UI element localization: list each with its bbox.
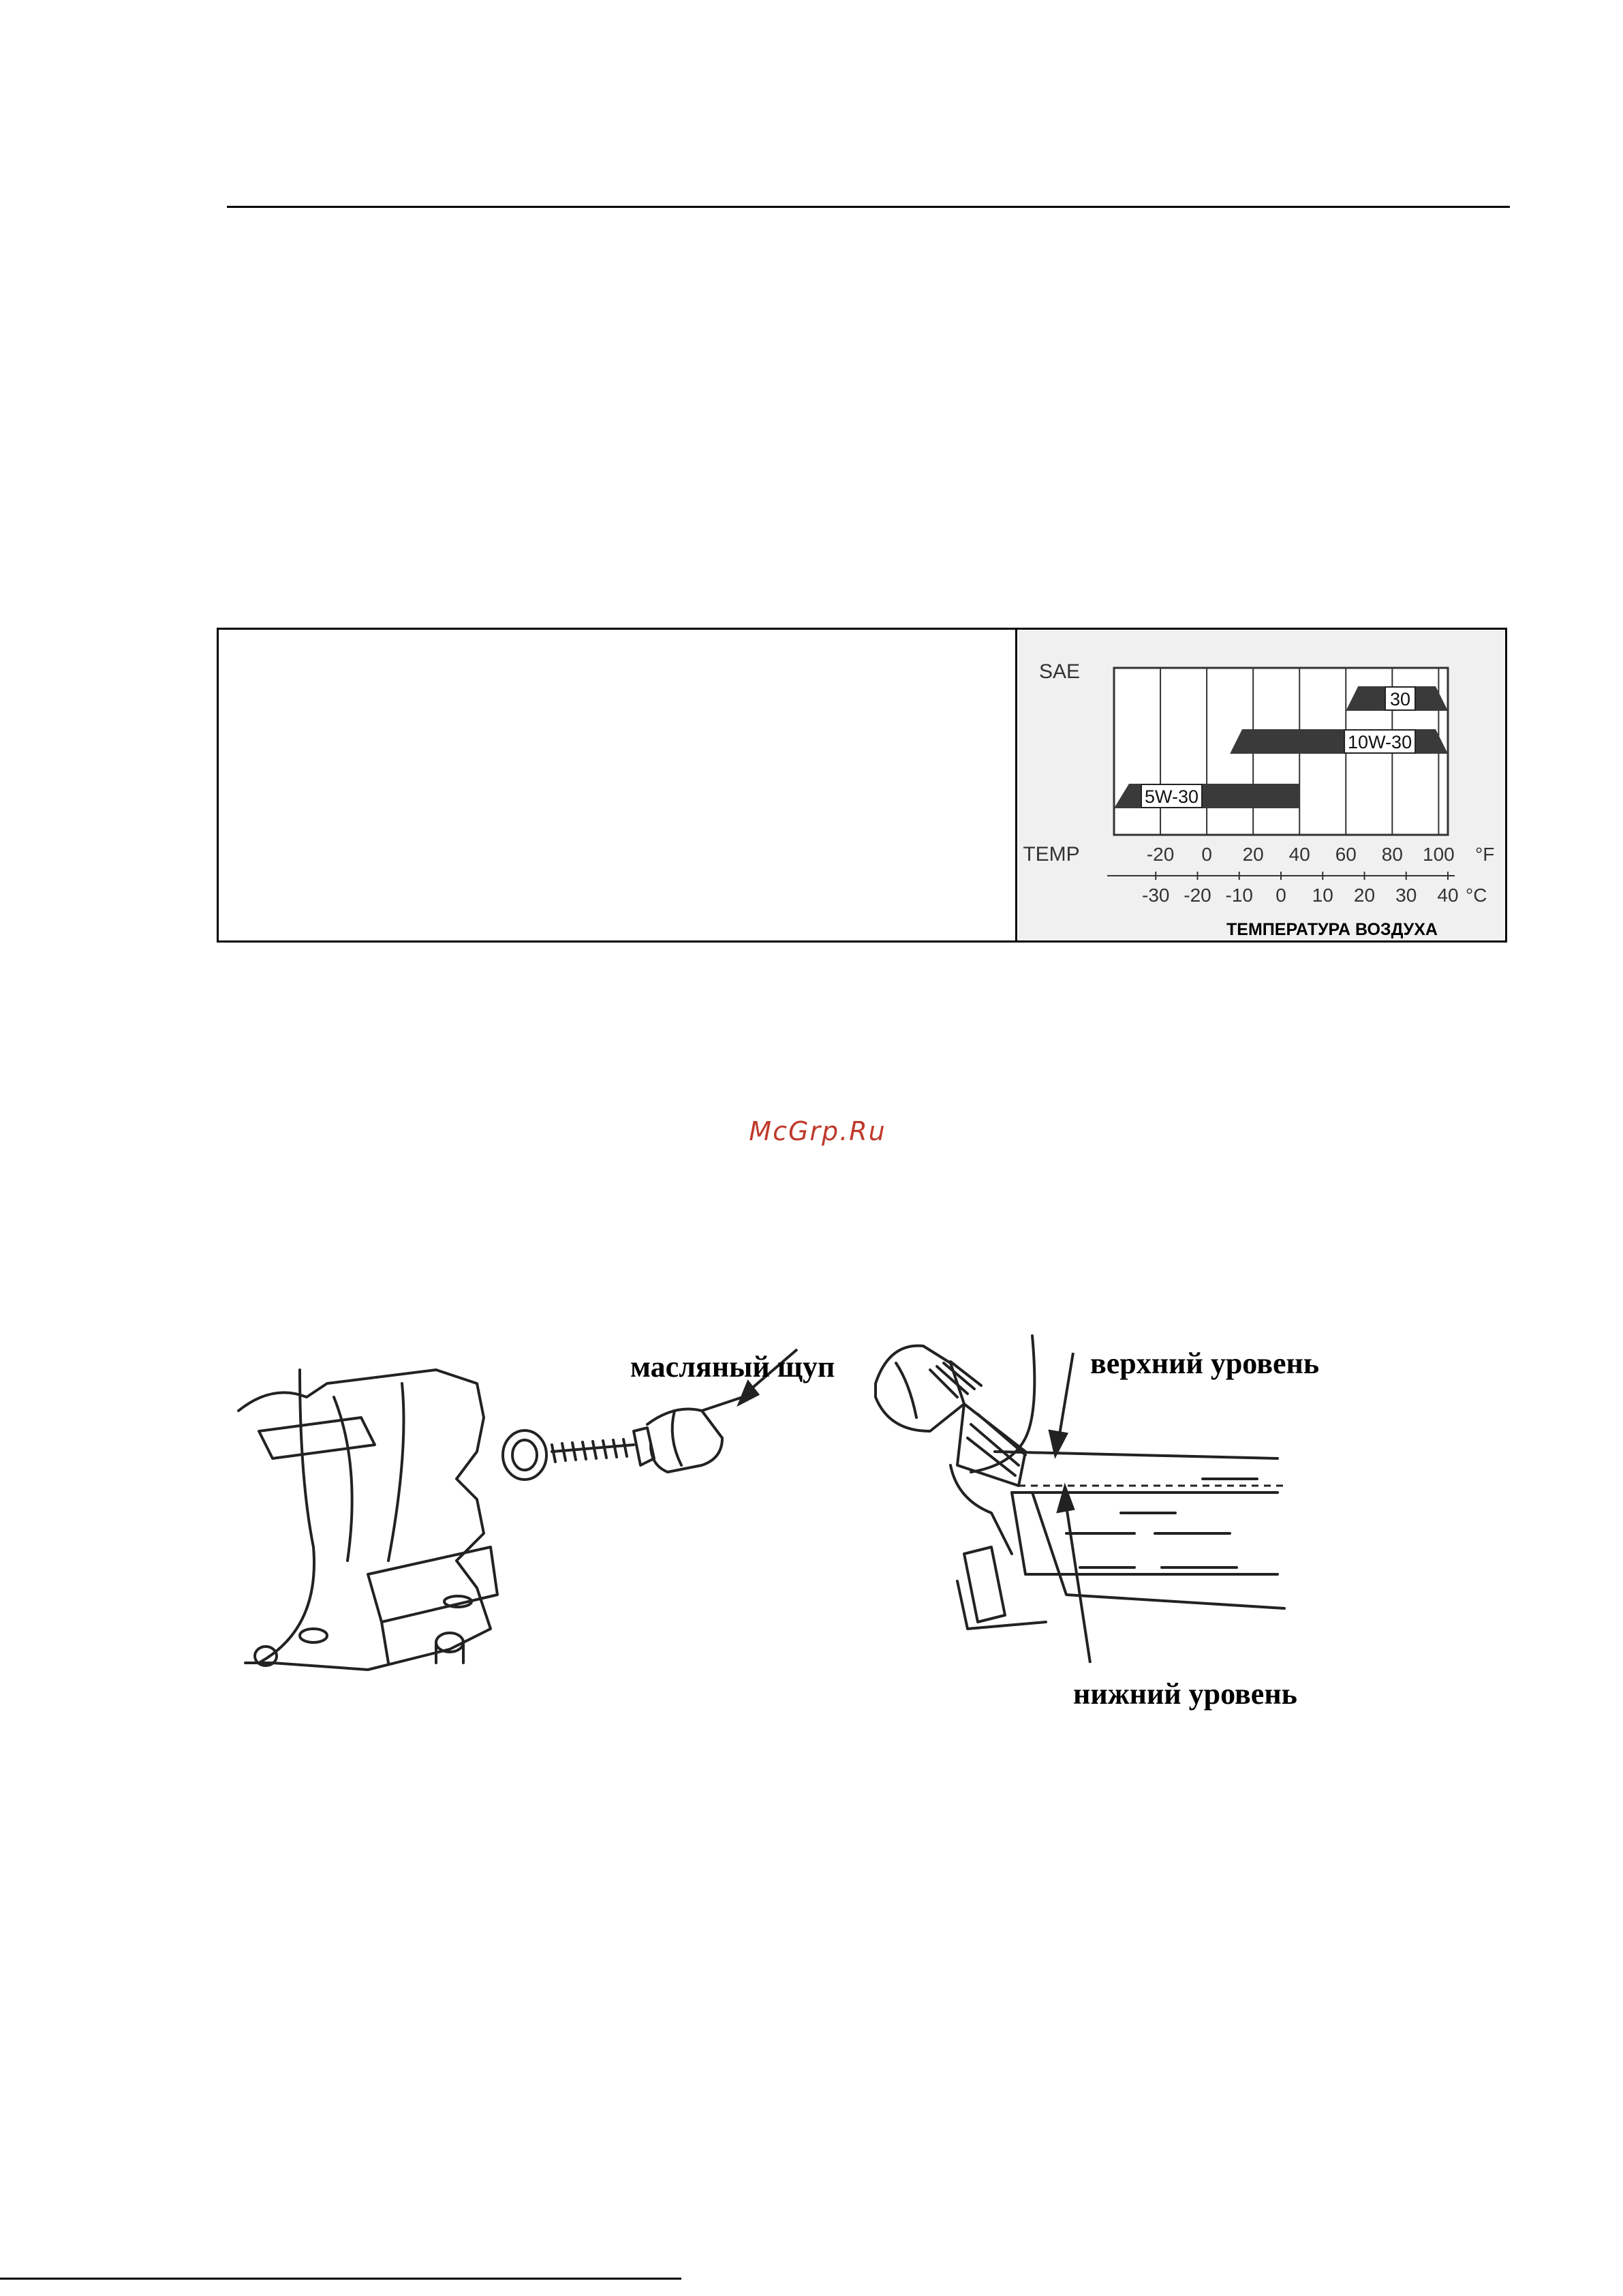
tick-label-c: 40 <box>1437 885 1459 906</box>
dipstick-label: масляный щуп <box>630 1350 835 1383</box>
tick-label-c: -20 <box>1184 885 1211 906</box>
upper-level-label: верхний уровень <box>1090 1347 1320 1380</box>
tick-unit-c: °C <box>1466 885 1487 906</box>
chart-xlabel: ТЕМПЕРАТУРА ВОЗДУХА <box>1226 920 1438 939</box>
table-divider <box>1015 628 1017 943</box>
oil-viscosity-chart <box>1019 630 1504 940</box>
viscosity-label: 5W-30 <box>1144 786 1199 807</box>
tick-label-f: 0 <box>1201 844 1212 865</box>
footer-rule <box>0 2278 681 2280</box>
tick-label-f: 40 <box>1288 844 1310 865</box>
dipstick-engine-figure <box>232 1343 859 1711</box>
watermark: McGrp.Ru <box>749 1116 886 1146</box>
temp-axis-label: TEMP <box>1023 843 1080 866</box>
upper-level-arrow <box>1050 1353 1073 1455</box>
engine-drawing <box>238 1370 743 1670</box>
tick-label-f: 60 <box>1335 844 1357 865</box>
header-rule <box>227 206 1510 208</box>
tick-label-c: 30 <box>1395 885 1417 906</box>
tick-label-c: 10 <box>1312 885 1333 906</box>
tick-label-f: 100 <box>1423 844 1455 865</box>
lower-level-label: нижний уровень <box>1073 1677 1297 1711</box>
tick-label-f: -20 <box>1146 844 1175 865</box>
viscosity-label: 10W-30 <box>1348 732 1412 752</box>
viscosity-label: 30 <box>1389 689 1411 709</box>
tick-label-c: -30 <box>1142 885 1170 906</box>
tick-label-c: 20 <box>1353 885 1376 906</box>
oil-level-figure <box>848 1329 1359 1711</box>
tick-unit-f: °F <box>1475 844 1495 865</box>
tick-label-f: 80 <box>1381 844 1403 865</box>
tick-label-f: 20 <box>1242 844 1264 865</box>
sae-axis-label: SAE <box>1038 660 1081 683</box>
tick-label-c: -10 <box>1225 885 1253 906</box>
tick-label-c: 0 <box>1276 885 1286 906</box>
